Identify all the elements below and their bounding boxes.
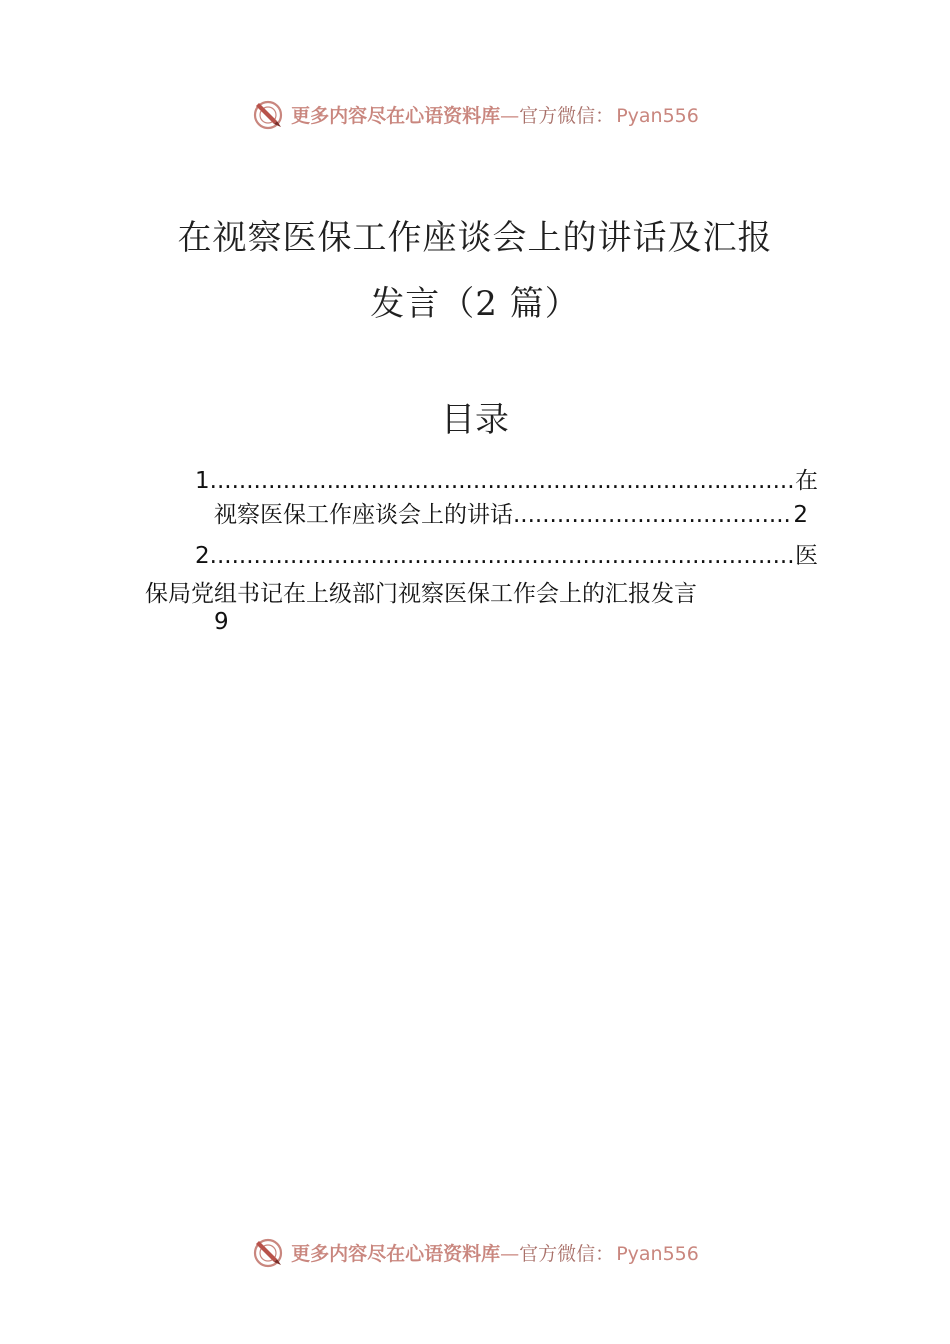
toc-entry-2-page: 9: [214, 609, 229, 635]
watermark-dash: —: [500, 1242, 520, 1265]
toc-leader-dots: [210, 468, 795, 494]
watermark-text: [291, 1239, 699, 1266]
toc-entry-2-title: 保局党组书记在上级部门视察医保工作会上的汇报发言: [145, 581, 697, 607]
toc-entry-2-line-2[interactable]: [145, 575, 697, 608]
toc-leader-dots: [210, 543, 795, 569]
toc-entry-2-line-1[interactable]: [195, 537, 818, 570]
toc-leader-dots: [513, 502, 793, 528]
watermark-main: 更多内容尽在心语资料库: [291, 1242, 501, 1265]
watermark-wechat-id: Pyan556: [616, 104, 699, 127]
toc-entry-1-title-start: 在: [795, 468, 818, 494]
pen-seal-icon: [251, 1235, 285, 1269]
toc-entry-1-title: 视察医保工作座谈会上的讲话: [214, 502, 513, 528]
watermark-text: [291, 101, 699, 128]
toc-entry-1-line-2[interactable]: [214, 496, 808, 529]
toc-entry-1-number: 1: [195, 468, 210, 494]
header-watermark: [0, 94, 950, 134]
document-title-line-2: 发言（2 篇）: [370, 284, 580, 324]
toc-heading: 目录: [441, 400, 509, 440]
watermark-official: 官方微信：: [519, 104, 615, 127]
toc-entry-2-line-3[interactable]: [214, 609, 229, 635]
watermark-main: 更多内容尽在心语资料库: [291, 104, 501, 127]
toc-entry-1-page: 2: [793, 502, 808, 528]
toc-entry-2-number: 2: [195, 543, 210, 569]
toc-entry-2-title-start: 医: [795, 543, 818, 569]
document-title-line-1: 在视察医保工作座谈会上的讲话及汇报: [177, 218, 773, 258]
watermark-wechat-id: Pyan556: [616, 1242, 699, 1265]
watermark-official: 官方微信：: [519, 1242, 615, 1265]
toc-entry-1-line-1[interactable]: [195, 462, 818, 495]
pen-seal-icon: [251, 97, 285, 131]
footer-watermark: [0, 1232, 950, 1272]
watermark-dash: —: [500, 104, 520, 127]
